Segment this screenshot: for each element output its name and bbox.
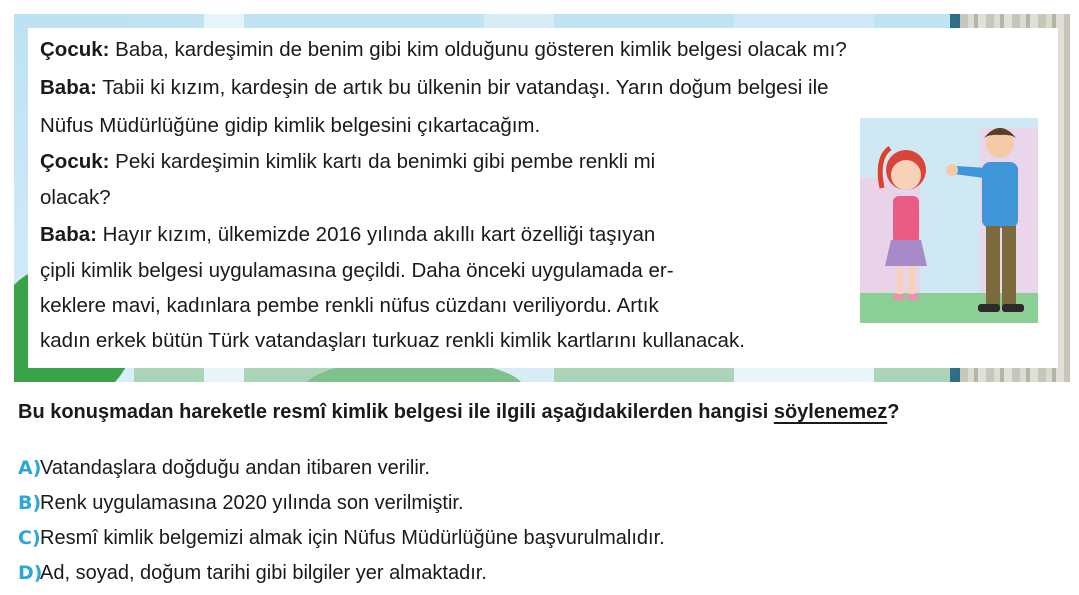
option-text: Ad, soyad, doğum tarihi gibi bilgiler yer almaktadır. (40, 562, 487, 584)
question-underlined-word: söylenemez (773, 401, 888, 423)
option-d[interactable] (18, 559, 487, 587)
option-b[interactable] (18, 489, 464, 517)
option-text: Vatandaşlara doğduğu andan itibaren verilir. (40, 457, 430, 479)
dialogue-line: Baba: Tabii ki kızım, kardeşin de artık bu ülkenin bir vatandaşı. Yarın doğum belgesi ile (40, 76, 829, 99)
option-text: Renk uygulamasına 2020 yılında son verilmiştir. (40, 492, 464, 514)
dialogue-line: kadın erkek bütün Türk vatandaşları turkuaz renkli kimlik kartlarını kullanacak. (40, 329, 745, 352)
dialogue-line: çipli kimlik belgesi uygulamasına geçildi. Daha önceki uygulamada er- (40, 259, 674, 282)
question-text: Bu konuşmadan hareketle resmî kimlik belgesi ile ilgili aşağıdakilerden hangisi söylenemez? (18, 401, 900, 423)
dialogue-line: Nüfus Müdürlüğüne gidip kimlik belgesini çıkartacağım. (40, 114, 541, 137)
dialogue-line: olacak? (40, 186, 111, 209)
option-letter: A) (18, 457, 42, 479)
option-letter: D) (18, 562, 43, 584)
option-a[interactable] (18, 454, 430, 482)
dialogue-line: Baba: Hayır kızım, ülkemizde 2016 yılında akıllı kart özelliği taşıyan (40, 223, 656, 246)
option-c[interactable] (18, 524, 665, 552)
dialogue-line: Çocuk: Peki kardeşimin kimlik kartı da benimki gibi pembe renkli mi (40, 150, 656, 173)
option-letter: B) (18, 492, 42, 514)
option-letter: C) (18, 527, 41, 549)
dialogue-line: keklere mavi, kadınlara pembe renkli nüfus cüzdanı veriliyordu. Artık (40, 294, 659, 317)
father-daughter-illustration (860, 118, 1038, 343)
option-text: Resmî kimlik belgemizi almak için Nüfus Müdürlüğüne başvurulmalıdır. (40, 527, 665, 549)
dialogue-line: Çocuk: Baba, kardeşimin de benim gibi kim olduğunu gösteren kimlik belgesi olacak mı? (40, 38, 847, 61)
